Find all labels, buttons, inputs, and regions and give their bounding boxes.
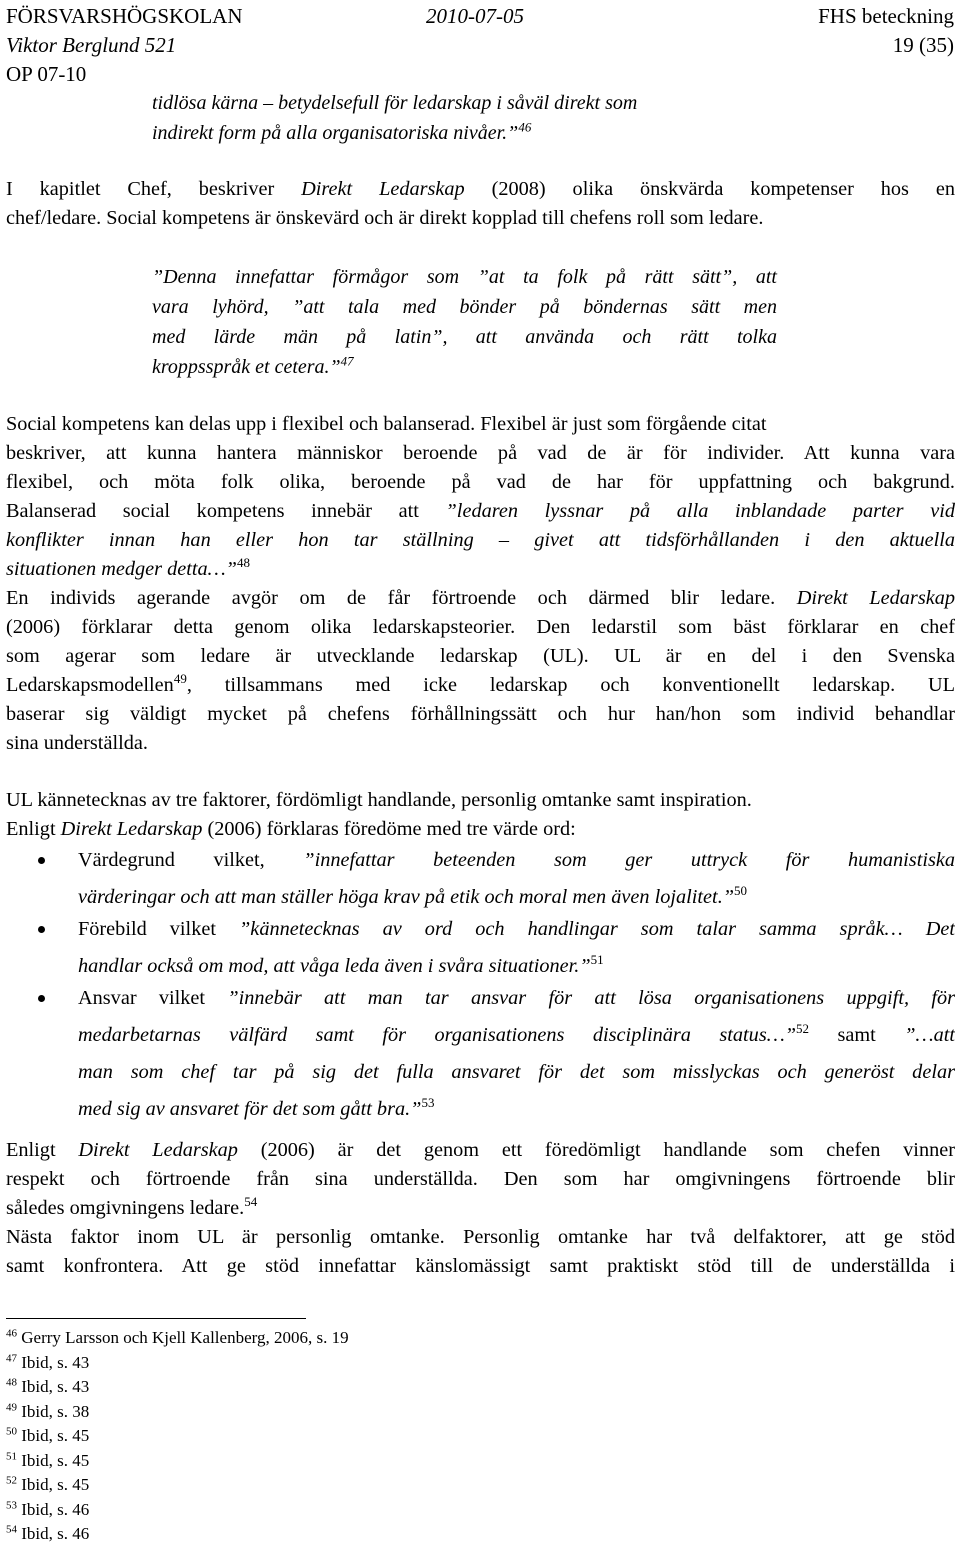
text: I kapitlet Chef, beskriver	[6, 178, 302, 200]
footnote-number: 48	[6, 1376, 17, 1389]
footnote-text: Ibid, s. 45	[21, 1426, 90, 1445]
quote-text: ”ledaren lyssnar på alla inblandade parter vid	[445, 500, 955, 522]
text-line: som agerar som ledare är utvecklande ledarskap (UL). UL är en del i den Svenska	[6, 645, 955, 667]
footnote	[6, 1522, 349, 1547]
text-line: Nästa faktor inom UL är personlig omtanke. Personlig omtanke har två delfaktorer, att ge stöd	[6, 1226, 955, 1248]
book-title: Direkt Ledarskap	[796, 587, 955, 609]
quote-text: situationen medger detta…”	[6, 558, 237, 580]
book-title: Direkt Ledarskap	[301, 178, 465, 200]
bullet-icon	[38, 995, 45, 1002]
footnote-number: 50	[6, 1425, 17, 1438]
text-line: flexibel, och möta folk olika, beroende på vad de har för uppfattning och bakgrund.	[6, 471, 955, 493]
footnote-ref[interactable]: 48	[236, 555, 250, 571]
quote-line: med lärde män på latin”, att använda och rätt tolka	[152, 326, 777, 348]
text-line: respekt och förtroende från sina underställda. Den som har omgivningens förtroende blir	[6, 1168, 955, 1190]
footnote-ref[interactable]: 53	[421, 1095, 435, 1111]
text: (2008) olika önskvärda kompetenser hos en	[464, 178, 955, 200]
text: Enligt	[6, 1139, 79, 1161]
book-title: Direkt Ledarskap	[78, 1139, 238, 1161]
page-number: 19 (35)	[892, 33, 954, 57]
text: Förebild vilket	[78, 918, 240, 940]
footnote-text: Ibid, s. 43	[21, 1377, 90, 1396]
footnote-ref[interactable]: 46	[518, 119, 532, 135]
quote-text: ”kännetecknas av ord och handlingar som talar samma språk… Det	[239, 918, 955, 940]
text-line: samt konfrontera. Att ge stöd innefattar känslomässigt samt praktiskt stöd till de underställda i	[6, 1255, 955, 1277]
page-header	[6, 2, 954, 89]
footnote	[6, 1351, 349, 1376]
quote-text: ”innefattar beteenden som ger uttryck för humanistiska	[303, 849, 955, 871]
footnote-number: 47	[6, 1351, 17, 1364]
text: således omgivningens ledare.	[6, 1197, 245, 1219]
text-line: chef/ledare. Social kompetens är önskevärd och är direkt kopplad till chefens roll som ledare.	[6, 207, 764, 229]
quote-line: tidlösa kärna – betydelsefull för ledarskap i såväl direkt som	[152, 92, 638, 114]
text: Värdegrund vilket,	[78, 849, 304, 871]
quote-text: medarbetarnas välfärd samt för organisationens disciplinära status…”	[78, 1024, 797, 1046]
footnote-text: Gerry Larsson och Kjell Kallenberg, 2006, s. 19	[21, 1328, 349, 1347]
quote-line: kroppsspråk et cetera.”	[152, 356, 341, 378]
text: Ansvar vilket	[78, 987, 228, 1009]
author-name: Viktor Berglund 521	[6, 33, 177, 57]
text-line: (2006) förklarar detta genom olika ledarskapsteorier. Den ledarstil som bäst förklarar en chef	[6, 616, 955, 638]
bullet-icon	[38, 926, 45, 933]
quote-text: ”…att	[904, 1024, 955, 1046]
text-line: UL kännetecknas av tre faktorer, fördömligt handlande, personlig omtanke samt inspiration.	[6, 789, 752, 811]
quote-text: handlar också om mod, att våga leda även i svåra situationer.”	[78, 955, 591, 977]
footnote	[6, 1473, 349, 1498]
footnote-text: Ibid, s. 45	[21, 1450, 90, 1470]
paragraph-1	[6, 175, 955, 233]
text: (2006) är det genom ett föredömligt handlande som chefen vinner	[237, 1139, 955, 1161]
text-line: beskriver, att kunna hantera människor beroende på vad de är för individer. Att kunna vara	[6, 442, 955, 464]
bullet-icon	[38, 857, 45, 864]
footnote-ref[interactable]: 54	[244, 1194, 258, 1210]
footnote-ref[interactable]: 47	[340, 353, 354, 369]
footnote-number: 54	[6, 1523, 17, 1536]
text-line: baserar sig väldigt mycket på chefens förhållningssätt och hur han/hon som individ behandlar	[6, 703, 955, 725]
footnote-number: 51	[6, 1449, 17, 1462]
book-title: Direkt Ledarskap	[60, 818, 203, 840]
paragraph-3	[6, 786, 955, 844]
quote-text: med sig av ansvaret för det som gått bra.”	[78, 1098, 422, 1120]
footnote-text: Ibid, s. 38	[21, 1401, 90, 1421]
footnote	[6, 1449, 349, 1474]
quote-line: indirekt form på alla organisatoriska nivåer.”	[152, 122, 519, 144]
footnote	[6, 1498, 349, 1523]
text: Enligt	[6, 818, 61, 840]
footnote-number: 52	[6, 1474, 17, 1487]
footnote-divider	[6, 1318, 306, 1319]
footnote-text: Ibid, s. 46	[21, 1499, 90, 1519]
footnote	[6, 1326, 349, 1351]
footnote-ref[interactable]: 50	[734, 883, 748, 899]
block-quote-1	[152, 88, 782, 148]
document-date: 2010-07-05	[426, 4, 524, 28]
text: , tillsammans med icke ledarskap och konventionellt ledarskap. UL	[186, 674, 955, 696]
footnote-text: Ibid, s. 46	[21, 1524, 90, 1543]
footnote	[6, 1400, 349, 1425]
block-quote-2	[152, 262, 777, 382]
footnote-ref[interactable]: 49	[173, 671, 187, 687]
text-line: sina underställda.	[6, 732, 148, 754]
designation-label: FHS beteckning	[818, 4, 954, 28]
paragraph-2	[6, 410, 955, 758]
footnote-number: 46	[6, 1327, 17, 1340]
text: (2006) förklaras föredöme med tre värde ord:	[202, 818, 576, 840]
quote-text: man som chef tar på sig det fulla ansvaret för det som misslyckas och generöst delar	[78, 1061, 955, 1083]
quote-text: konflikter innan han eller hon tar ställning – givet att tidsförhållanden i den aktuella	[6, 529, 955, 551]
text: Balanserad social kompetens innebär att	[6, 500, 446, 522]
text: En individs agerande avgör om de får förtroende och därmed blir ledare.	[6, 587, 797, 609]
footnote	[6, 1375, 349, 1400]
footnote	[6, 1424, 349, 1449]
footnotes	[6, 1326, 349, 1547]
quote-line: vara lyhörd, ”att tala med bönder på böndernas sätt men	[152, 296, 777, 318]
text: samt	[809, 1024, 905, 1046]
course-code: OP 07-10	[6, 62, 87, 86]
paragraph-4	[6, 1136, 955, 1281]
institution-name: FÖRSVARSHÖGSKOLAN	[6, 4, 243, 28]
footnote-text: Ibid, s. 45	[21, 1475, 90, 1494]
footnote-text: Ibid, s. 43	[21, 1352, 90, 1372]
quote-line: ”Denna innefattar förmågor som ”at ta folk på rätt sätt”, att	[152, 266, 777, 288]
quote-text: värderingar och att man ställer höga krav på etik och moral men även lojalitet.”	[78, 886, 735, 908]
footnote-number: 53	[6, 1498, 17, 1511]
footnote-ref[interactable]: 51	[590, 952, 604, 968]
footnote-ref[interactable]: 52	[796, 1021, 810, 1037]
quote-text: ”innebär att man tar ansvar för att lösa organisationens uppgift, för	[227, 987, 955, 1009]
footnote-number: 49	[6, 1400, 17, 1413]
text-line: Social kompetens kan delas upp i flexibel och balanserad. Flexibel är just som förgående citat	[6, 413, 767, 435]
text: Ledarskapsmodellen	[6, 674, 174, 696]
